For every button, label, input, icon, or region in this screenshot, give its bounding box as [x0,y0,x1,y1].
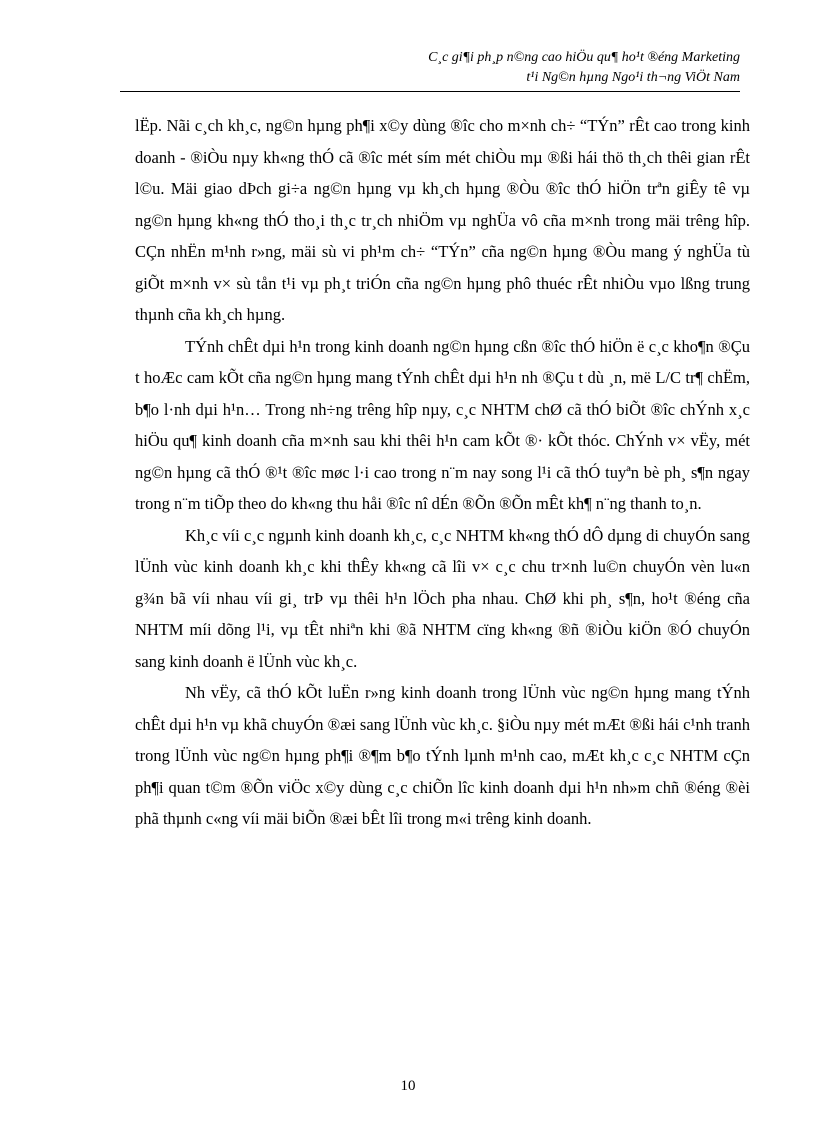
paragraph-3: Kh¸c víi c¸c ngµnh kinh doanh kh¸c, c¸c NHTM kh«ng thÓ dÔ dµng di chuyÓn sang lÜnh vùc kinh doanh kh¸c khi thÊy kh«ng cã lîi v× c¸c chu tr×nh lu©n chuyÓn vèn lu«n g¾n bã víi nhau víi gi¸ trÞ vµ thêi h¹n lÖch pha nhau. ChØ khi ph¸ s¶n, ho¹t ®éng cña NHTM míi dõng l¹i, vµ tÊt nhiªn khi ®ã NHTM cïng kh«ng ®ñ ®iÒu kiÖn ®Ó chuyÓn sang kinh doanh ë lÜnh vùc kh¸c. [135,525,750,671]
paragraph-2: TÝnh chÊt dµi h¹n trong kinh doanh ng©n hµng cßn ®îc thÓ hiÖn ë c¸c kho¶n ®Çu t hoÆc cam kÕt cña ng©n hµng mang tÝnh chÊt dµi h¹n nh ®Çu t dù ¸n, më L/C tr¶ chËm, b¶o l·nh dµi h¹n… Trong nh÷ng trêng hîp nµy, c¸c NHTM chØ cã thÓ biÕt ®îc chÝnh x¸c hiÖu qu¶ kinh doanh cña m×nh sau khi thêi h¹n cam kÕt ®· kÕt thóc. ChÝnh v× vËy, mét ng©n hµng cã thÓ ®¹t ®îc møc l·i cao trong n¨m nay song l¹i cã thÓ tuyªn bè ph¸ s¶n ngay trong n¨m tiÕp theo do kh«ng thu håi ®îc nî dÉn ®Õn ®Õn mÊt kh¶ n¨ng thanh to¸n. [135,336,750,513]
header-rule [120,91,740,92]
body-text [135,110,750,835]
running-header [120,48,740,88]
paragraph-4: Nh vËy, cã thÓ kÕt luËn r»ng kinh doanh trong lÜnh vùc ng©n hµng mang tÝnh chÊt dµi h¹n vµ khã chuyÓn ®æi sang lÜnh vùc kh¸c. §iÒu nµy mét mÆt ®ßi hái c¹nh tranh trong lÜnh vùc ng©n hµng ph¶i ®¶m b¶o tÝnh lµnh m¹nh cao, mÆt kh¸c c¸c NHTM cÇn ph¶i quan t©m ®Õn viÖc x©y dùng c¸c chiÕn lîc kinh doanh dµi h¹n nh»m chñ ®éng ®èi phã thµnh c«ng víi mäi biÕn ®æi bÊt lîi trong m«i trêng kinh doanh. [135,683,750,828]
page-number: 10 [400,1078,416,1094]
header-line-2: t¹i Ng©n hµng Ngo¹i th¬ng ViÖt Nam [526,70,740,85]
paragraph-1: lËp. Nãi c¸ch kh¸c, ng©n hµng ph¶i x©y dùng ®îc cho m×nh ch÷ “TÝn” rÊt cao trong kinh doanh - ®iÒu nµy kh«ng thÓ cã ®îc mét sím mét chiÒu mµ ®ßi hái thö th¸ch thêi gian rÊt l©u. Mäi giao dÞch gi÷a ng©n hµng vµ kh¸ch hµng ®Òu ®îc thÓ hiÖn trªn giÊy tê vµ ng©n hµng kh«ng thÓ tho¸i th¸c tr¸ch nhiÖm vµ nghÜa vô cña m×nh trong mäi trêng hîp. CÇn nhËn m¹nh r»ng, mäi sù vi ph¹m ch÷ “TÝn” cña ng©n hµng ®Òu mang ý nghÜa tù giÕt m×nh v× sù tån t¹i vµ ph¸t triÓn cña ng©n hµng phô thuéc rÊt nhiÒu vµo lßng trung thµnh cña kh¸ch hµng. [135,116,750,324]
header-line-1: C¸c gi¶i ph¸p n©ng cao hiÖu qu¶ ho¹t ®éng Marketing [428,50,740,65]
